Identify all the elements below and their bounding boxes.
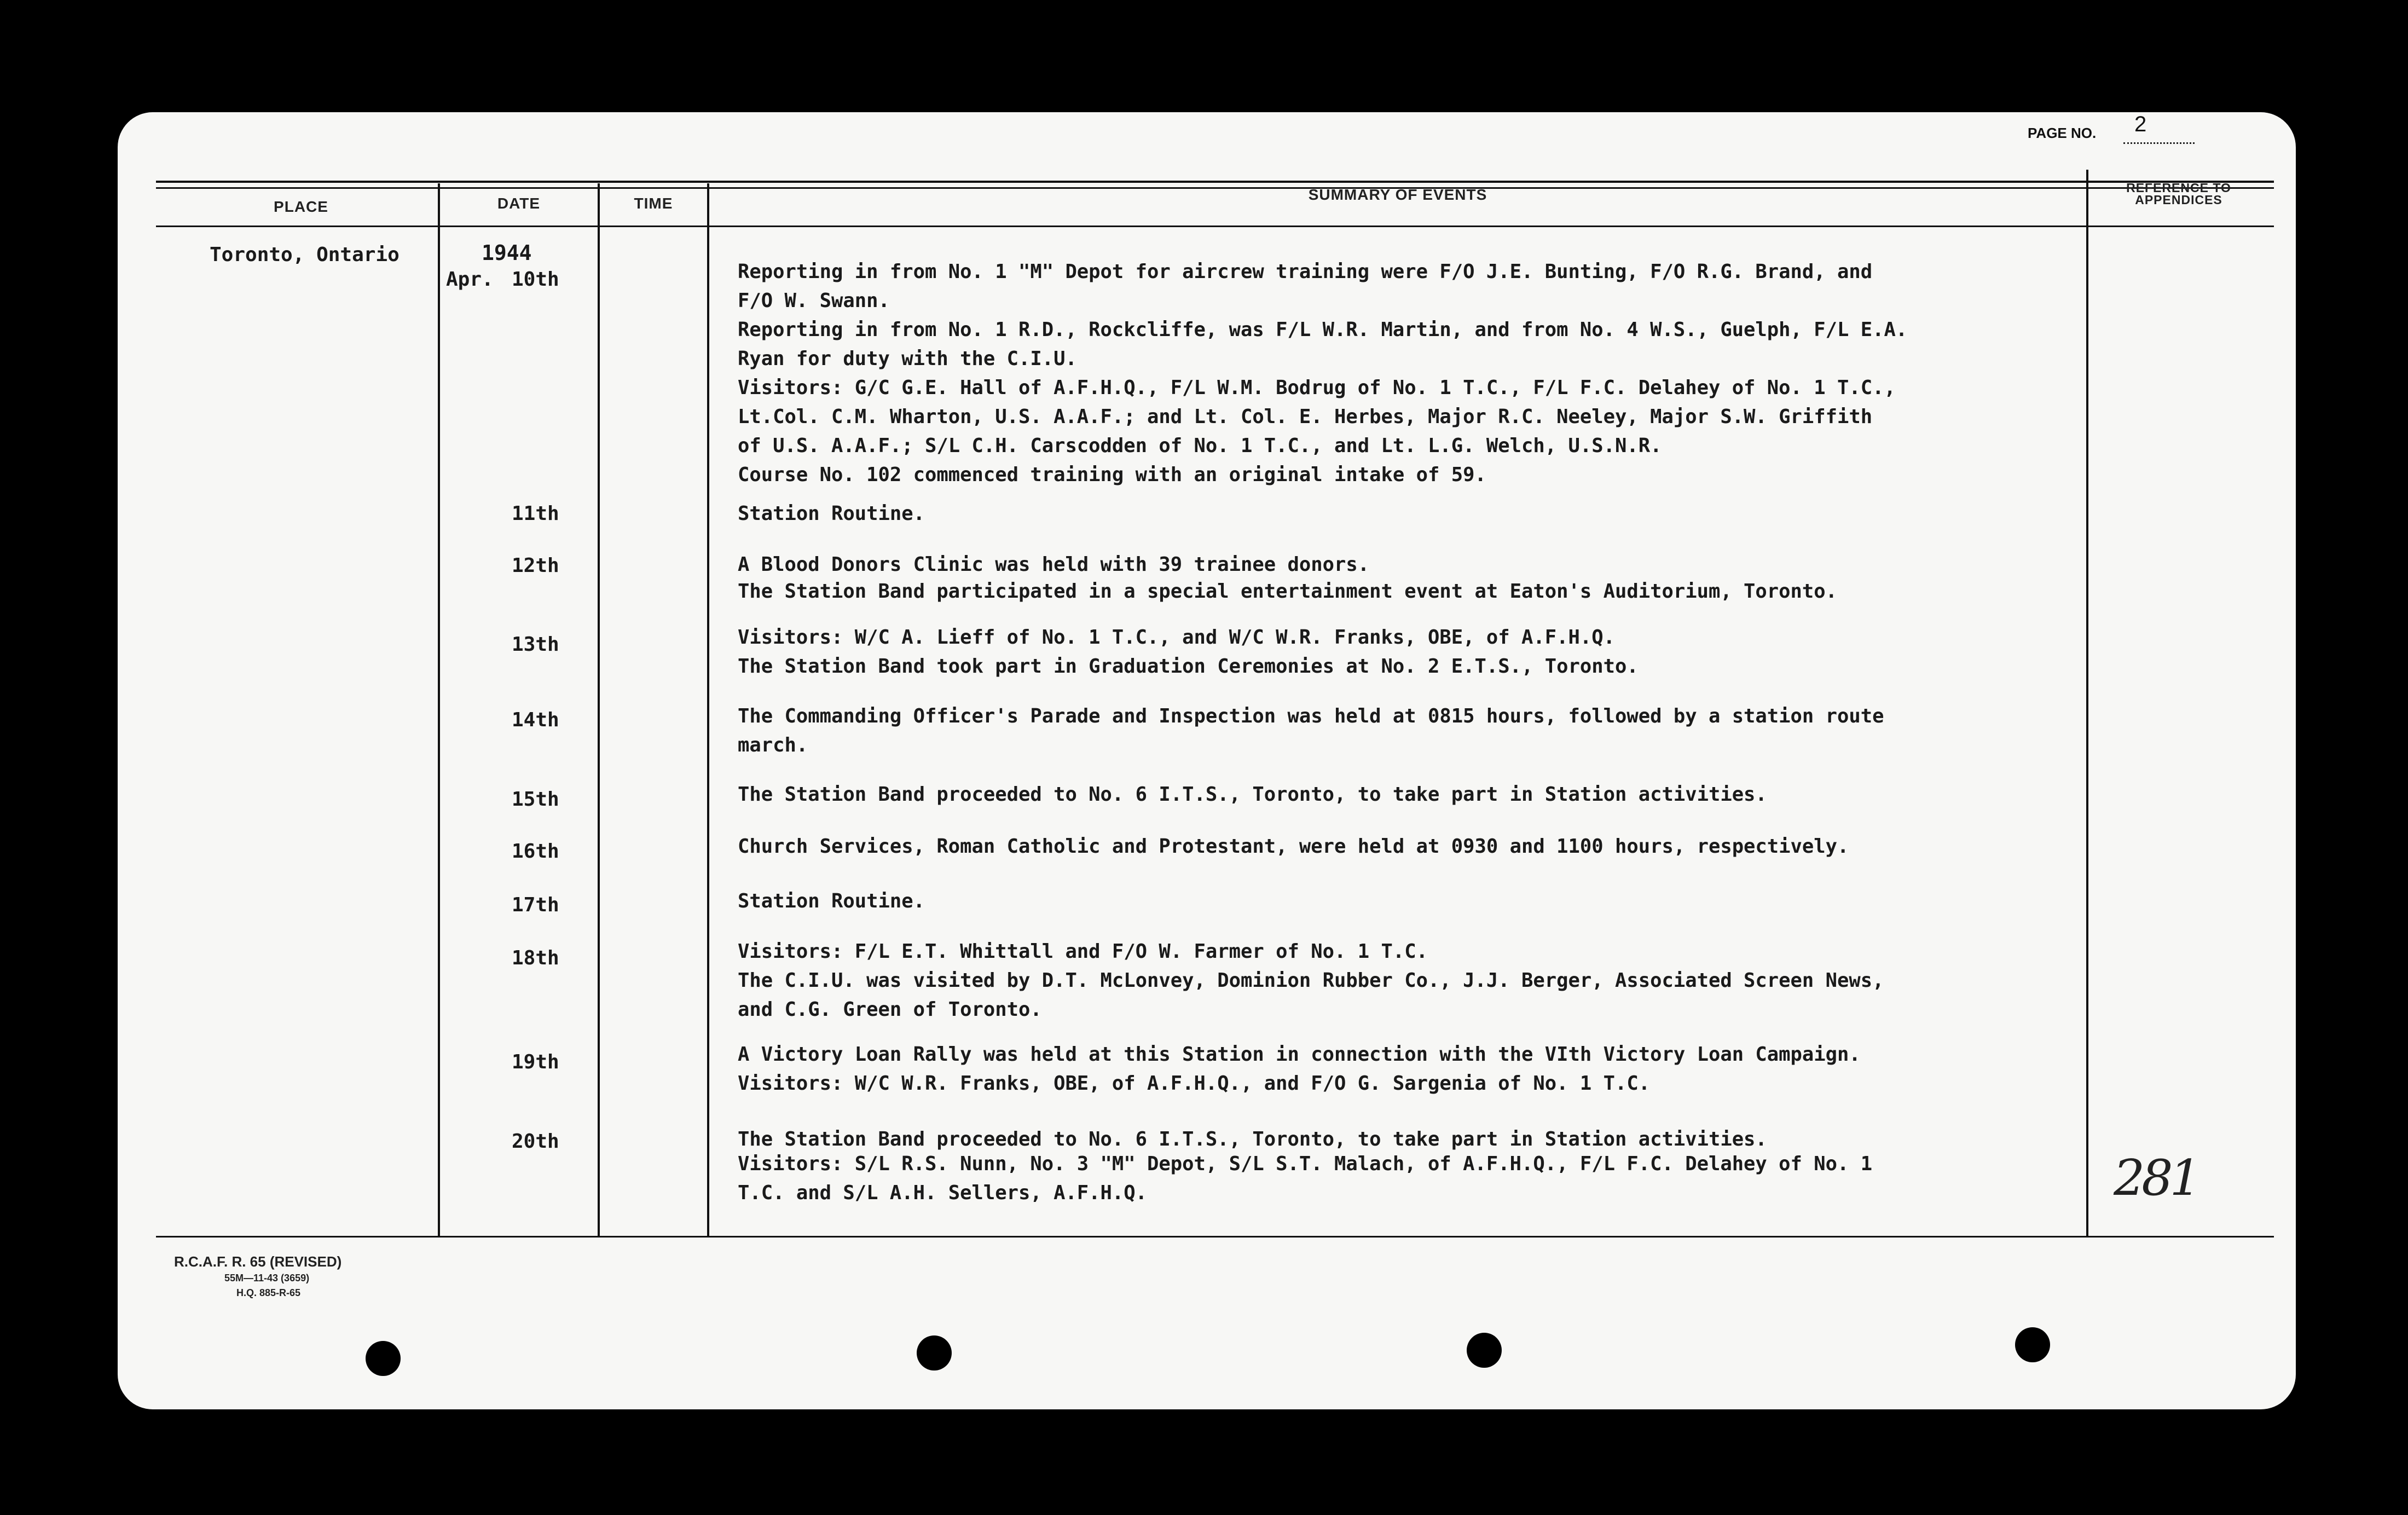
page-number-label: PAGE NO.	[2028, 125, 2097, 141]
entry-day: 20th	[512, 1130, 559, 1153]
date-month: Apr.	[446, 268, 494, 291]
page-number-rule	[2123, 142, 2195, 144]
summary-line: Visitors: G/C G.E. Hall of A.F.H.Q., F/L W.M. Bodrug of No. 1 T.C., F/L F.C. Delahey of No. 1 T.C.,	[738, 377, 1896, 399]
summary-line: The Station Band took part in Graduation Ceremonies at No. 2 E.T.S., Toronto.	[738, 655, 1639, 678]
date-year: 1944	[482, 241, 532, 265]
form-print-code: 55M—11-43 (3659)	[224, 1273, 310, 1283]
entry-day: 17th	[512, 894, 559, 916]
header-reference-line2: APPENDICES	[2135, 193, 2222, 207]
header-summary: SUMMARY OF EVENTS	[1308, 186, 1487, 203]
summary-line: Visitors: W/C W.R. Franks, OBE, of A.F.H.Q., and F/O G. Sargenia of No. 1 T.C.	[738, 1072, 1651, 1095]
col-divider-time	[707, 183, 709, 1237]
summary-line: Course No. 102 commenced training with an original intake of 59.	[738, 464, 1486, 486]
header-reference-line1: REFERENCE TO	[2126, 181, 2231, 195]
entry-day: 13th	[512, 633, 559, 656]
summary-line: A Victory Loan Rally was held at this Station in connection with the VIth Victory Loan Campaign.	[738, 1043, 1861, 1066]
summary-line: Church Services, Roman Catholic and Protestant, were held at 0930 and 1100 hours, respectively.	[738, 835, 1849, 858]
diary-sheet	[118, 112, 2296, 1409]
summary-line: Station Routine.	[738, 890, 925, 912]
summary-line: F/O W. Swann.	[738, 290, 890, 312]
summary-line: The C.I.U. was visited by D.T. McLonvey, Dominion Rubber Co., J.J. Berger, Associated Screen News,	[738, 969, 1884, 992]
summary-line: The Commanding Officer's Parade and Inspection was held at 0815 hours, followed by a station route	[738, 705, 1884, 727]
entry-day: 15th	[512, 788, 559, 811]
summary-line: Station Routine.	[738, 502, 925, 525]
summary-line: Visitors: W/C A. Lieff of No. 1 T.C., and W/C W.R. Franks, OBE, of A.F.H.Q.	[738, 626, 1615, 649]
header-place: PLACE	[274, 198, 328, 215]
summary-line: Visitors: S/L R.S. Nunn, No. 3 "M" Depot, S/L S.T. Malach, of A.F.H.Q., F/L F.C. Delahey of No. 1	[738, 1153, 1873, 1175]
summary-line: of U.S. A.A.F.; S/L C.H. Carscodden of No. 1 T.C., and Lt. L.G. Welch, U.S.N.R.	[738, 435, 1662, 457]
summary-line: Visitors: F/L E.T. Whittall and F/O W. Farmer of No. 1 T.C.	[738, 940, 1428, 963]
header-time: TIME	[634, 195, 673, 212]
summary-line: The Station Band proceeded to No. 6 I.T.S., Toronto, to take part in Station activities.	[738, 783, 1767, 806]
summary-line: The Station Band proceeded to No. 6 I.T.S., Toronto, to take part in Station activities.	[738, 1128, 1767, 1150]
summary-line: march.	[738, 734, 808, 756]
bottom-rule	[156, 1236, 2274, 1238]
summary-line: Reporting in from No. 1 "M" Depot for aircrew training were F/O J.E. Bunting, F/O R.G. Brand, and	[738, 261, 1873, 283]
punch-hole	[917, 1335, 952, 1371]
form-hq-code: H.Q. 885-R-65	[236, 1287, 301, 1298]
entry-day: 16th	[512, 840, 559, 863]
col-divider-date	[598, 183, 600, 1237]
form-number: R.C.A.F. R. 65 (REVISED)	[174, 1253, 342, 1270]
top-rule-1	[156, 181, 2274, 183]
entry-day: 19th	[512, 1051, 559, 1073]
summary-line: and C.G. Green of Toronto.	[738, 998, 1042, 1021]
page-number-value: 2	[2134, 112, 2147, 136]
entry-day: 14th	[512, 709, 559, 731]
summary-line: A Blood Donors Clinic was held with 39 trainee donors.	[738, 553, 1370, 576]
entry-day: 18th	[512, 947, 559, 969]
summary-line: Reporting in from No. 1 R.D., Rockcliffe, was F/L W.R. Martin, and from No. 4 W.S., Guelph, F/L E.A.	[738, 319, 1908, 341]
summary-line: Lt.Col. C.M. Wharton, U.S. A.A.F.; and Lt. Col. E. Herbes, Major R.C. Neeley, Major S.W. Griffith	[738, 406, 1873, 428]
summary-line: Ryan for duty with the C.I.U.	[738, 348, 1077, 370]
header-date: DATE	[497, 195, 541, 212]
punch-hole	[1467, 1333, 1502, 1368]
entry-day: 10th	[512, 268, 559, 291]
summary-line: T.C. and S/L A.H. Sellers, A.F.H.Q.	[738, 1182, 1148, 1204]
punch-hole	[366, 1341, 401, 1376]
header-bottom-rule	[156, 225, 2274, 227]
entry-day: 12th	[512, 554, 559, 577]
col-divider-summary	[2086, 170, 2088, 1237]
entry-day: 11th	[512, 502, 559, 525]
place-cell: Toronto, Ontario	[210, 244, 400, 266]
col-divider-place	[438, 183, 440, 1237]
reference-handwritten-number: 281	[2114, 1149, 2198, 1207]
punch-hole	[2015, 1327, 2050, 1362]
summary-line: The Station Band participated in a special entertainment event at Eaton's Auditorium, Toronto.	[738, 580, 1838, 603]
